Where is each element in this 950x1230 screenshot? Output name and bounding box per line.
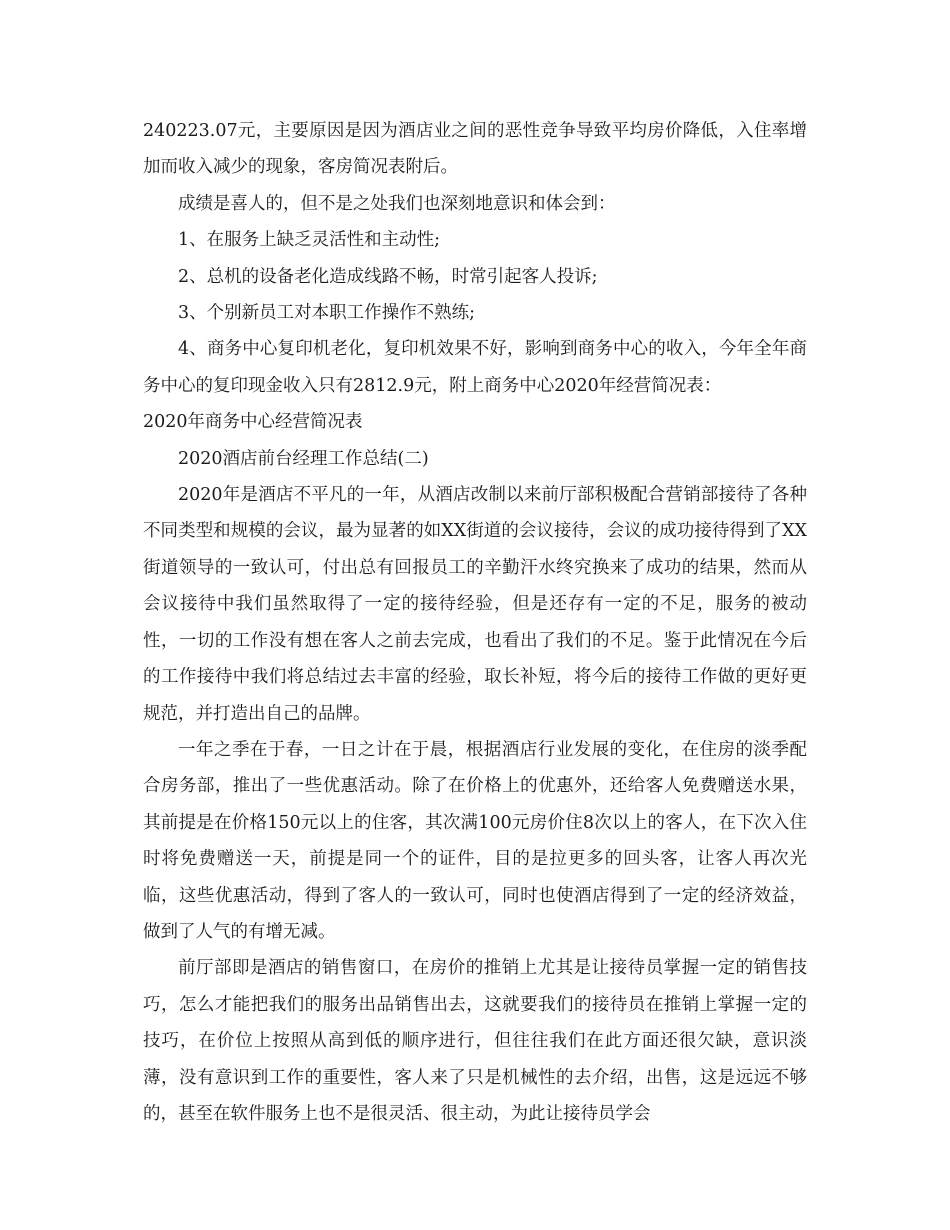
paragraph-shortcomings-intro: 成绩是喜人的，但不是之处我们也深刻地意识和体会到： [178, 193, 616, 214]
paragraph-promotions: 一年之季在于春，一日之计在于晨，根据酒店行业发展的变化，在住房的淡季配合房务部，推出了一些优惠活动。除了在价格上的优惠外，还给客人免费赠送水果，其前提是在价格150元以上的住客，其次满100元房价住8次以上的客人，在下次入住时将免费赠送一天，前提是同一个的证件，目的是拉更多的回头客，让客人再次光临，这些优惠活动，得到了客人的一致认可，同时也使酒店得到了一定的经济效益，做到了人气的有增无减。 [143, 739, 807, 942]
paragraph-sales-window: 前厅部即是酒店的销售窗口，在房价的推销上尤其是让接待员掌握一定的销售技巧，怎么才能把我们的服务出品销售出去，这就要我们的接待员在推销上掌握一定的技巧，在价位上按照从高到低的顺序进行，但往往我们在此方面还很欠缺，意识淡薄，没有意识到工作的重要性，客人来了只是机械性的去介绍，出售，这是远远不够的，甚至在软件服务上也不是很灵活、很主动，为此让接待员学会 [143, 958, 807, 1124]
paragraph-room-revenue: 240223.07元，主要原因是因为酒店业之间的恶性竞争导致平均房价降低，入住率增加而收入减少的现象，客房简况表附后。 [143, 121, 807, 178]
list-item-4: 4、商务中心复印机老化，复印机效果不好，影响到商务中心的收入，今年全年商务中心的复印现金收入只有2812.9元，附上商务中心2020年经营简况表： [143, 339, 807, 396]
list-item-2: 2、总机的设备老化造成线路不畅，时常引起客人投诉; [178, 266, 598, 287]
paragraph-conference: 2020年是酒店不平凡的一年，从酒店改制以来前厅部积极配合营销部接待了各种不同类型和规模的会议，最为显著的如XX街道的会议接待，会议的成功接待得到了XX街道领导的一致认可，付出总有回报员工的辛勤汗水终究换来了成功的结果，然而从会议接待中我们虽然取得了一定的接待经验，但是还存有一定的不足，服务的被动性，一切的工作没有想在客人之前去完成，也看出了我们的不足。鉴于此情况在今后的工作接待中我们将总结过去丰富的经验，取长补短，将今后的接待工作做的更好更规范，并打造出自己的品牌。 [143, 485, 807, 724]
list-item-3: 3、个别新员工对本职工作操作不熟练; [178, 303, 476, 324]
table-caption: 2020年商务中心经营简况表 [143, 412, 363, 433]
list-item-1: 1、在服务上缺乏灵活性和主动性; [178, 230, 441, 251]
section-heading: 2020酒店前台经理工作总结(二) [178, 448, 429, 469]
document-body [143, 113, 807, 1132]
